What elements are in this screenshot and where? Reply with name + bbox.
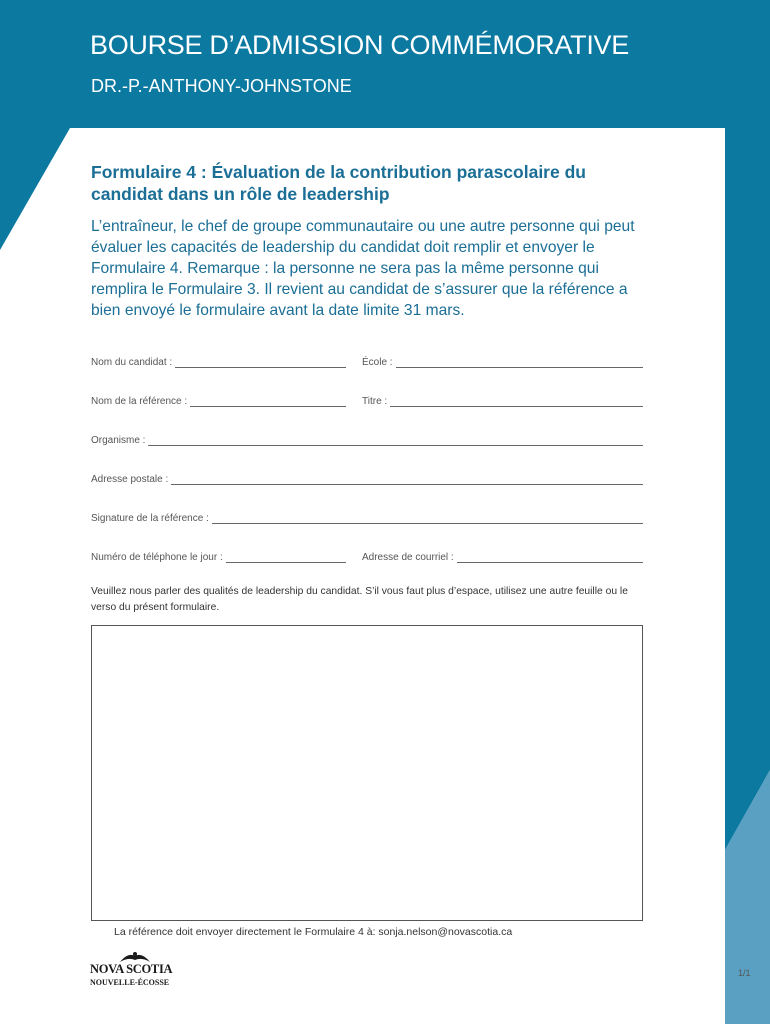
leadership-answer-box[interactable] xyxy=(91,625,643,921)
form-heading: Formulaire 4 : Évaluation de la contribution parascolaire du candidat dans un rôle de leadership xyxy=(91,162,586,204)
candidate-name-field[interactable] xyxy=(91,354,346,368)
title-field[interactable] xyxy=(362,393,643,407)
day-phone-field[interactable] xyxy=(91,549,346,563)
organization-line[interactable] xyxy=(148,435,643,446)
postal-address-label: Adresse postale : xyxy=(91,474,169,485)
candidate-name-label: Nom du candidat : xyxy=(91,357,173,368)
logo-nouvelle-ecosse-text: NOUVELLE-ÉCOSSE xyxy=(90,978,170,987)
form-intro: L’entraîneur, le chef de groupe communautaire ou une autre personne qui peut évaluer les capacités de leadership du candidat doit remplir et envoyer le Formulaire 4. Remarque : la personne ne sera pas la même personne qui remplira le Formulaire 3. Il revient au candidat de s’assurer que la référence a bien envoyé le formulaire avant la date limite 31 mars. xyxy=(91,218,635,319)
email-label: Adresse de courriel : xyxy=(362,552,454,563)
nova-scotia-logo xyxy=(90,950,180,990)
email-line[interactable] xyxy=(457,552,643,563)
page-subtitle: DR.-P.-ANTHONY-JOHNSTONE xyxy=(91,76,352,96)
leadership-instructions: Veuillez nous parler des qualités de leadership du candidat. S’il vous faut plus d’espace, utilisez une autre feuille ou le verso du présent formulaire. xyxy=(91,586,628,613)
organization-label: Organisme : xyxy=(91,435,146,446)
day-phone-line[interactable] xyxy=(226,552,346,563)
reference-signature-label: Signature de la référence : xyxy=(91,513,209,524)
school-field[interactable] xyxy=(362,354,643,368)
page-number: 1/1 xyxy=(738,968,751,978)
school-label: École : xyxy=(362,357,393,368)
reference-signature-field[interactable] xyxy=(91,510,643,524)
title-label: Titre : xyxy=(362,396,388,407)
reference-name-line[interactable] xyxy=(190,396,346,407)
page-title: BOURSE D’ADMISSION COMMÉMORATIVE xyxy=(90,30,629,60)
school-line[interactable] xyxy=(396,357,643,368)
email-field[interactable] xyxy=(362,549,643,563)
submission-note: La référence doit envoyer directement le Formulaire 4 à: sonja.nelson@novascotia.ca xyxy=(114,926,513,938)
logo-nova-scotia-text: NOVA SCOTIA xyxy=(90,962,173,976)
postal-address-field[interactable] xyxy=(91,471,643,485)
reference-name-field[interactable] xyxy=(91,393,346,407)
title-line[interactable] xyxy=(390,396,643,407)
organization-field[interactable] xyxy=(91,432,643,446)
reference-name-label: Nom de la référence : xyxy=(91,396,188,407)
day-phone-label: Numéro de téléphone le jour : xyxy=(91,552,223,563)
candidate-name-line[interactable] xyxy=(175,357,346,368)
postal-address-line[interactable] xyxy=(171,474,643,485)
reference-signature-line[interactable] xyxy=(212,513,643,524)
